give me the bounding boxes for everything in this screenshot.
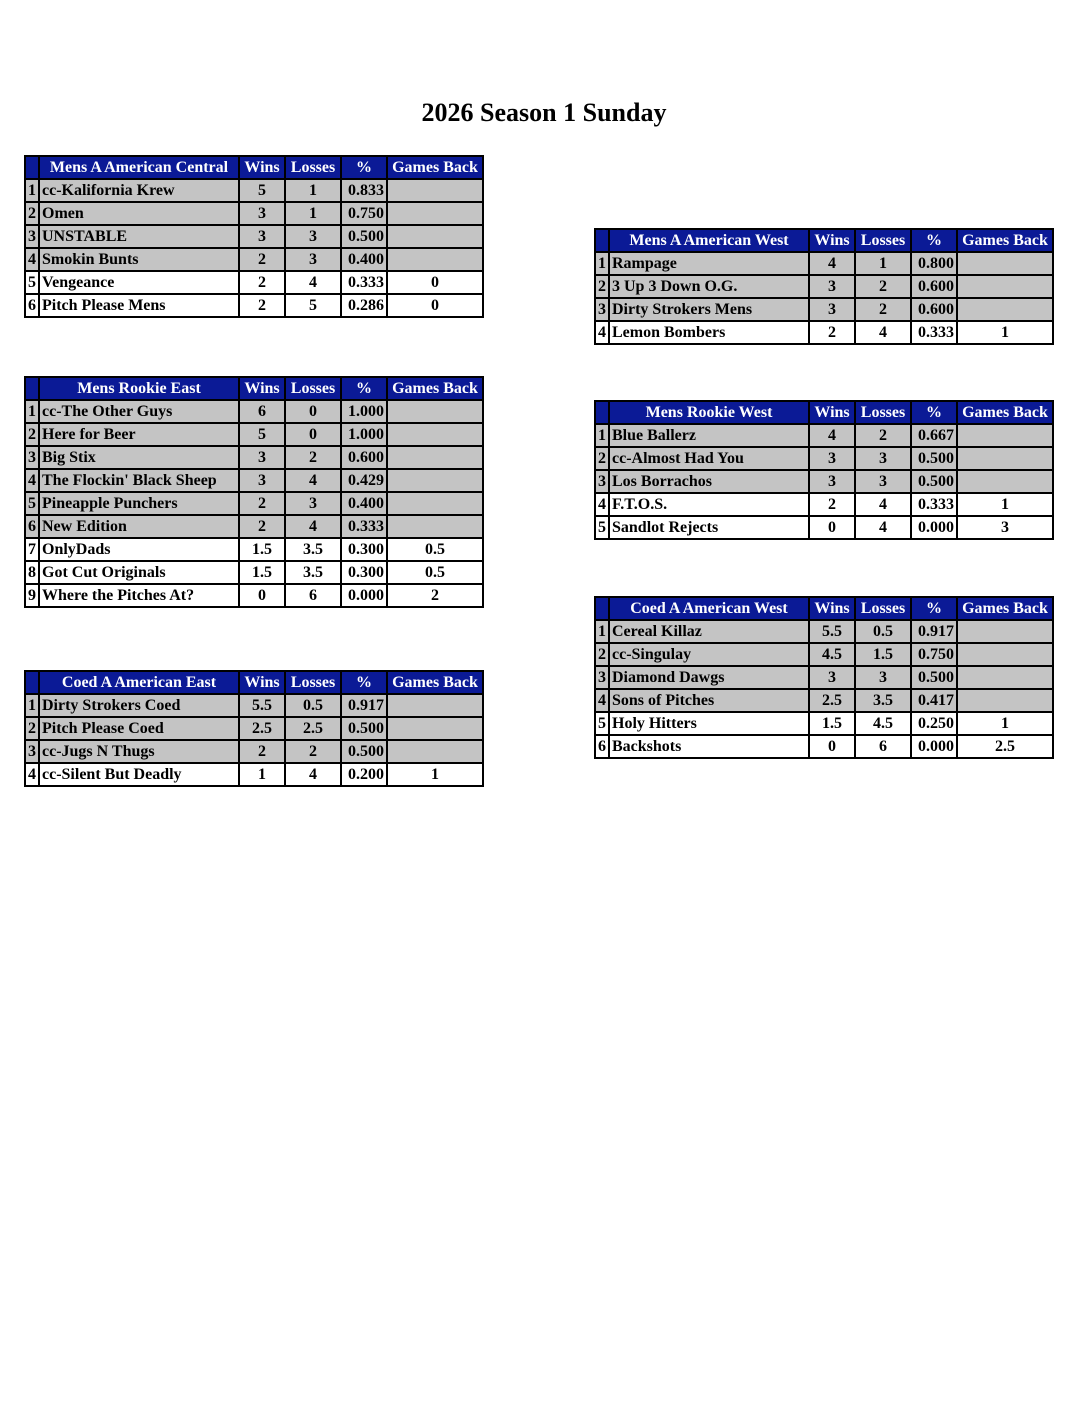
- pct-cell: 0.417: [911, 689, 957, 712]
- games-back-header: Games Back: [387, 671, 483, 694]
- wins-cell: 5.5: [239, 694, 285, 717]
- pct-cell: 0.333: [911, 493, 957, 516]
- pct-cell: 0.500: [341, 740, 387, 763]
- rank-cell: 2: [25, 717, 39, 740]
- games-back-cell: [387, 179, 483, 202]
- games-back-cell: [387, 515, 483, 538]
- table-header-row: [25, 377, 483, 400]
- table-row: [25, 179, 483, 202]
- games-back-cell: [957, 298, 1053, 321]
- games-back-cell: [387, 469, 483, 492]
- pct-cell: 0.200: [341, 763, 387, 786]
- pct-cell: 0.300: [341, 561, 387, 584]
- losses-header: Losses: [285, 671, 341, 694]
- losses-header: Losses: [285, 377, 341, 400]
- losses-header: Losses: [855, 597, 911, 620]
- losses-header: Losses: [855, 229, 911, 252]
- team-name-cell: Lemon Bombers: [609, 321, 809, 344]
- games-back-cell: [387, 694, 483, 717]
- table-row: [595, 447, 1053, 470]
- losses-cell: 5: [285, 294, 341, 317]
- losses-cell: 4.5: [855, 712, 911, 735]
- wins-cell: 2: [239, 294, 285, 317]
- wins-cell: 3: [809, 298, 855, 321]
- team-name-cell: New Edition: [39, 515, 239, 538]
- losses-cell: 3: [285, 225, 341, 248]
- division-header: Mens Rookie West: [609, 401, 809, 424]
- losses-cell: 4: [855, 321, 911, 344]
- games-back-cell: [957, 252, 1053, 275]
- rank-cell: 4: [595, 321, 609, 344]
- losses-cell: 2: [855, 298, 911, 321]
- wins-cell: 1: [239, 763, 285, 786]
- wins-cell: 2: [239, 271, 285, 294]
- wins-cell: 3: [239, 202, 285, 225]
- team-name-cell: Where the Pitches At?: [39, 584, 239, 607]
- rank-cell: 8: [25, 561, 39, 584]
- games-back-cell: [387, 248, 483, 271]
- pct-cell: 0.000: [911, 735, 957, 758]
- losses-cell: 3: [285, 492, 341, 515]
- team-name-cell: Got Cut Originals: [39, 561, 239, 584]
- losses-cell: 4: [285, 515, 341, 538]
- wins-cell: 3: [809, 275, 855, 298]
- rank-cell: 1: [25, 694, 39, 717]
- losses-cell: 3: [855, 470, 911, 493]
- games-back-cell: [957, 424, 1053, 447]
- wins-header: Wins: [239, 156, 285, 179]
- table-header-row: [595, 229, 1053, 252]
- games-back-cell: [957, 666, 1053, 689]
- rank-header: [595, 401, 609, 424]
- team-name-cell: Diamond Dawgs: [609, 666, 809, 689]
- games-back-cell: 1: [957, 321, 1053, 344]
- wins-cell: 2: [239, 515, 285, 538]
- wins-cell: 5: [239, 423, 285, 446]
- table-row: [25, 294, 483, 317]
- rank-cell: 5: [595, 712, 609, 735]
- team-name-cell: Los Borrachos: [609, 470, 809, 493]
- rank-cell: 4: [25, 763, 39, 786]
- team-name-cell: cc-Silent But Deadly: [39, 763, 239, 786]
- rank-cell: 5: [25, 271, 39, 294]
- pct-cell: 0.500: [341, 717, 387, 740]
- pct-cell: 0.800: [911, 252, 957, 275]
- rank-cell: 1: [25, 179, 39, 202]
- wins-cell: 4: [809, 424, 855, 447]
- table-row: [25, 717, 483, 740]
- table-row: [25, 271, 483, 294]
- losses-cell: 3: [855, 666, 911, 689]
- games-back-cell: [387, 717, 483, 740]
- table-row: [25, 248, 483, 271]
- table-row: [25, 538, 483, 561]
- table-row: [595, 689, 1053, 712]
- losses-cell: 1: [855, 252, 911, 275]
- wins-cell: 0: [239, 584, 285, 607]
- wins-cell: 2: [809, 321, 855, 344]
- rank-header: [25, 377, 39, 400]
- wins-cell: 3: [809, 666, 855, 689]
- pct-header: %: [341, 156, 387, 179]
- games-back-cell: [957, 620, 1053, 643]
- table-row: [25, 225, 483, 248]
- team-name-cell: cc-Jugs N Thugs: [39, 740, 239, 763]
- table-row: [595, 424, 1053, 447]
- pct-header: %: [341, 377, 387, 400]
- pct-cell: 0.600: [341, 446, 387, 469]
- team-name-cell: Vengeance: [39, 271, 239, 294]
- pct-cell: 0.600: [911, 275, 957, 298]
- losses-cell: 4: [285, 271, 341, 294]
- wins-cell: 2: [809, 493, 855, 516]
- table-row: [595, 712, 1053, 735]
- games-back-cell: 0.5: [387, 561, 483, 584]
- wins-cell: 2.5: [239, 717, 285, 740]
- rank-cell: 4: [25, 248, 39, 271]
- rank-cell: 9: [25, 584, 39, 607]
- pct-cell: 0.600: [911, 298, 957, 321]
- table-row: [595, 666, 1053, 689]
- rank-cell: 4: [595, 689, 609, 712]
- wins-cell: 3: [239, 469, 285, 492]
- wins-header: Wins: [809, 229, 855, 252]
- losses-cell: 0: [285, 400, 341, 423]
- losses-cell: 2: [285, 446, 341, 469]
- rank-cell: 3: [595, 298, 609, 321]
- table-header-row: [25, 156, 483, 179]
- pct-cell: 0.000: [911, 516, 957, 539]
- wins-header: Wins: [809, 597, 855, 620]
- table-row: [25, 584, 483, 607]
- losses-cell: 2: [285, 740, 341, 763]
- games-back-cell: 1: [957, 493, 1053, 516]
- team-name-cell: cc-The Other Guys: [39, 400, 239, 423]
- table-row: [595, 643, 1053, 666]
- games-back-cell: 1: [957, 712, 1053, 735]
- losses-cell: 1.5: [855, 643, 911, 666]
- rank-cell: 4: [25, 469, 39, 492]
- team-name-cell: Sandlot Rejects: [609, 516, 809, 539]
- table-row: [25, 202, 483, 225]
- team-name-cell: Holy Hitters: [609, 712, 809, 735]
- wins-cell: 3: [809, 470, 855, 493]
- table-row: [25, 561, 483, 584]
- table-row: [595, 275, 1053, 298]
- rank-cell: 1: [25, 400, 39, 423]
- division-header: Mens A American Central: [39, 156, 239, 179]
- wins-cell: 4.5: [809, 643, 855, 666]
- rank-cell: 2: [25, 202, 39, 225]
- pct-cell: 0.333: [911, 321, 957, 344]
- games-back-cell: 3: [957, 516, 1053, 539]
- rank-cell: 1: [595, 620, 609, 643]
- pct-header: %: [911, 597, 957, 620]
- pct-cell: 0.000: [341, 584, 387, 607]
- team-name-cell: Omen: [39, 202, 239, 225]
- pct-cell: 0.833: [341, 179, 387, 202]
- team-name-cell: cc-Singulay: [609, 643, 809, 666]
- wins-cell: 3: [809, 447, 855, 470]
- losses-cell: 4: [855, 516, 911, 539]
- team-name-cell: Rampage: [609, 252, 809, 275]
- rank-cell: 3: [595, 666, 609, 689]
- team-name-cell: Pitch Please Coed: [39, 717, 239, 740]
- losses-cell: 0.5: [285, 694, 341, 717]
- table-row: [25, 694, 483, 717]
- games-back-header: Games Back: [957, 401, 1053, 424]
- wins-cell: 2.5: [809, 689, 855, 712]
- standings-table-coed-a-american-east: [24, 670, 484, 787]
- team-name-cell: UNSTABLE: [39, 225, 239, 248]
- losses-cell: 2: [855, 424, 911, 447]
- team-name-cell: Dirty Strokers Mens: [609, 298, 809, 321]
- team-name-cell: Blue Ballerz: [609, 424, 809, 447]
- rank-cell: 5: [25, 492, 39, 515]
- table-row: [25, 400, 483, 423]
- games-back-header: Games Back: [957, 597, 1053, 620]
- team-name-cell: Pitch Please Mens: [39, 294, 239, 317]
- rank-cell: 6: [25, 294, 39, 317]
- games-back-cell: 0: [387, 294, 483, 317]
- pct-cell: 0.429: [341, 469, 387, 492]
- games-back-cell: [957, 689, 1053, 712]
- table-row: [25, 423, 483, 446]
- games-back-cell: 1: [387, 763, 483, 786]
- wins-cell: 5.5: [809, 620, 855, 643]
- table-row: [595, 252, 1053, 275]
- team-name-cell: F.T.O.S.: [609, 493, 809, 516]
- standings-table-coed-a-american-west: [594, 596, 1054, 759]
- page-title: 2026 Season 1 Sunday: [421, 98, 667, 127]
- losses-cell: 3: [855, 447, 911, 470]
- team-name-cell: OnlyDads: [39, 538, 239, 561]
- pct-header: %: [911, 401, 957, 424]
- team-name-cell: cc-Kalifornia Krew: [39, 179, 239, 202]
- losses-cell: 1: [285, 202, 341, 225]
- rank-cell: 4: [595, 493, 609, 516]
- division-header: Mens Rookie East: [39, 377, 239, 400]
- pct-header: %: [341, 671, 387, 694]
- losses-header: Losses: [285, 156, 341, 179]
- pct-cell: 0.500: [911, 447, 957, 470]
- games-back-header: Games Back: [387, 377, 483, 400]
- games-back-header: Games Back: [957, 229, 1053, 252]
- games-back-cell: [957, 470, 1053, 493]
- wins-header: Wins: [239, 377, 285, 400]
- wins-cell: 0: [809, 516, 855, 539]
- games-back-cell: [387, 446, 483, 469]
- wins-cell: 2: [239, 740, 285, 763]
- table-row: [595, 321, 1053, 344]
- standings-table-mens-a-american-central: [24, 155, 484, 318]
- wins-cell: 3: [239, 446, 285, 469]
- losses-cell: 6: [285, 584, 341, 607]
- wins-cell: 6: [239, 400, 285, 423]
- losses-cell: 3.5: [285, 561, 341, 584]
- losses-cell: 0: [285, 423, 341, 446]
- team-name-cell: Here for Beer: [39, 423, 239, 446]
- games-back-cell: [387, 423, 483, 446]
- rank-cell: 2: [595, 643, 609, 666]
- rank-cell: 2: [25, 423, 39, 446]
- games-back-cell: 0.5: [387, 538, 483, 561]
- division-header: Coed A American West: [609, 597, 809, 620]
- pct-cell: 0.286: [341, 294, 387, 317]
- games-back-cell: [957, 447, 1053, 470]
- pct-cell: 0.300: [341, 538, 387, 561]
- losses-cell: 3.5: [285, 538, 341, 561]
- team-name-cell: The Flockin' Black Sheep: [39, 469, 239, 492]
- team-name-cell: cc-Almost Had You: [609, 447, 809, 470]
- rank-cell: 1: [595, 424, 609, 447]
- team-name-cell: Big Stix: [39, 446, 239, 469]
- games-back-header: Games Back: [387, 156, 483, 179]
- wins-cell: 5: [239, 179, 285, 202]
- wins-cell: 1.5: [809, 712, 855, 735]
- losses-cell: 4: [855, 493, 911, 516]
- rank-cell: 6: [25, 515, 39, 538]
- rank-header: [595, 597, 609, 620]
- pct-cell: 0.750: [341, 202, 387, 225]
- games-back-cell: [387, 740, 483, 763]
- rank-cell: 3: [25, 225, 39, 248]
- pct-cell: 0.917: [911, 620, 957, 643]
- table-row: [595, 493, 1053, 516]
- games-back-cell: [387, 225, 483, 248]
- losses-cell: 3: [285, 248, 341, 271]
- pct-cell: 0.750: [911, 643, 957, 666]
- wins-cell: 1.5: [239, 538, 285, 561]
- losses-cell: 4: [285, 763, 341, 786]
- table-row: [595, 735, 1053, 758]
- rank-header: [25, 671, 39, 694]
- games-back-cell: 2: [387, 584, 483, 607]
- team-name-cell: Sons of Pitches: [609, 689, 809, 712]
- rank-cell: 7: [25, 538, 39, 561]
- pct-cell: 1.000: [341, 423, 387, 446]
- wins-cell: 2: [239, 492, 285, 515]
- rank-cell: 2: [595, 447, 609, 470]
- table-header-row: [595, 597, 1053, 620]
- pct-cell: 0.500: [911, 470, 957, 493]
- wins-cell: 2: [239, 248, 285, 271]
- division-header: Coed A American East: [39, 671, 239, 694]
- rank-header: [595, 229, 609, 252]
- standings-table-mens-rookie-east: [24, 376, 484, 608]
- rank-cell: 5: [595, 516, 609, 539]
- pct-cell: 0.400: [341, 492, 387, 515]
- table-row: [595, 298, 1053, 321]
- losses-cell: 3.5: [855, 689, 911, 712]
- team-name-cell: Pineapple Punchers: [39, 492, 239, 515]
- table-row: [25, 446, 483, 469]
- pct-cell: 0.917: [341, 694, 387, 717]
- losses-cell: 4: [285, 469, 341, 492]
- team-name-cell: Smokin Bunts: [39, 248, 239, 271]
- losses-cell: 2.5: [285, 717, 341, 740]
- wins-cell: 0: [809, 735, 855, 758]
- pct-cell: 0.333: [341, 515, 387, 538]
- games-back-cell: [387, 202, 483, 225]
- losses-cell: 6: [855, 735, 911, 758]
- table-row: [25, 740, 483, 763]
- division-header: Mens A American West: [609, 229, 809, 252]
- games-back-cell: [387, 400, 483, 423]
- rank-cell: 2: [595, 275, 609, 298]
- losses-cell: 0.5: [855, 620, 911, 643]
- rank-cell: 3: [595, 470, 609, 493]
- wins-cell: 1.5: [239, 561, 285, 584]
- losses-header: Losses: [855, 401, 911, 424]
- pct-cell: 0.333: [341, 271, 387, 294]
- table-row: [595, 516, 1053, 539]
- table-row: [25, 492, 483, 515]
- pct-cell: 1.000: [341, 400, 387, 423]
- wins-cell: 3: [239, 225, 285, 248]
- games-back-cell: 2.5: [957, 735, 1053, 758]
- games-back-cell: [957, 275, 1053, 298]
- wins-cell: 4: [809, 252, 855, 275]
- losses-cell: 2: [855, 275, 911, 298]
- rank-cell: 6: [595, 735, 609, 758]
- table-row: [25, 469, 483, 492]
- rank-cell: 3: [25, 740, 39, 763]
- games-back-cell: [957, 643, 1053, 666]
- rank-cell: 1: [595, 252, 609, 275]
- losses-cell: 1: [285, 179, 341, 202]
- table-header-row: [595, 401, 1053, 424]
- table-row: [595, 620, 1053, 643]
- games-back-cell: [387, 492, 483, 515]
- team-name-cell: 3 Up 3 Down O.G.: [609, 275, 809, 298]
- rank-header: [25, 156, 39, 179]
- table-row: [595, 470, 1053, 493]
- games-back-cell: 0: [387, 271, 483, 294]
- pct-header: %: [911, 229, 957, 252]
- pct-cell: 0.250: [911, 712, 957, 735]
- table-row: [25, 763, 483, 786]
- wins-header: Wins: [809, 401, 855, 424]
- pct-cell: 0.667: [911, 424, 957, 447]
- standings-table-mens-a-american-west: [594, 228, 1054, 345]
- team-name-cell: Dirty Strokers Coed: [39, 694, 239, 717]
- table-row: [25, 515, 483, 538]
- wins-header: Wins: [239, 671, 285, 694]
- table-header-row: [25, 671, 483, 694]
- pct-cell: 0.500: [341, 225, 387, 248]
- pct-cell: 0.400: [341, 248, 387, 271]
- team-name-cell: Backshots: [609, 735, 809, 758]
- rank-cell: 3: [25, 446, 39, 469]
- team-name-cell: Cereal Killaz: [609, 620, 809, 643]
- pct-cell: 0.500: [911, 666, 957, 689]
- standings-table-mens-rookie-west: [594, 400, 1054, 540]
